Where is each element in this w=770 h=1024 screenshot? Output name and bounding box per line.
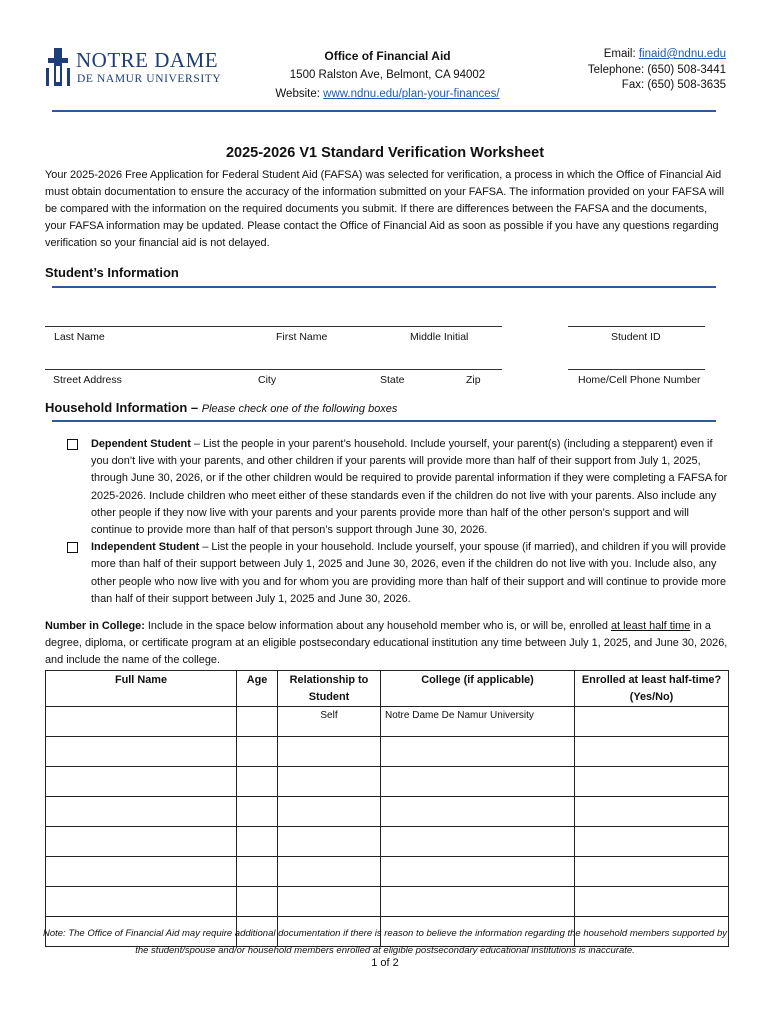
cell-age[interactable] [237,707,278,737]
fax: Fax: (650) 508-3635 [621,79,726,91]
household-note: Please check one of the following boxes [201,403,398,415]
website-label: Website: [275,88,320,100]
table-row [46,887,729,917]
dependent-text: – List the people in your parent’s household. Include yourself, your parent(s) (including a stepparent) even if you don’t live with your parents, and other children if your parents will provide more than half of their support from July 1, 2025, through June 30, 2026, or if the other children would be required to provide parental information if they were completing a FAFSA for 2025-2026. Include children who meet either of these standards even if the children do not live with your parents. Also include any other people if they now live with your parents and your parents provide more than half of the other person’s support and will continue to provide more than half of that person’s support through June 30, 2026. [91,438,728,537]
contact-block [555,47,726,94]
header-full-name: Full Name [46,671,237,707]
header-college: College (if applicable) [381,671,575,707]
logo-subtitle: DE NAMUR UNIVERSITY [77,73,222,85]
cell-full-name[interactable] [46,797,237,827]
college-paragraph [45,618,729,670]
office-block [250,47,525,104]
university-logo [44,46,234,94]
cell-college[interactable] [381,887,575,917]
last-name-label: Last Name [54,331,105,343]
cell-age[interactable] [237,767,278,797]
name-line[interactable] [45,326,502,327]
household-dash: – [187,400,202,415]
phone-label: Home/Cell Phone Number [578,374,701,386]
header-relationship: Relationship to Student [278,671,381,707]
college-text1: Include in the space below information about any household member who is, or will be, enrolled [144,620,611,632]
table-row [46,767,729,797]
cell-relationship[interactable] [278,737,381,767]
cell-enrolled[interactable] [575,737,729,767]
city-label: City [258,374,277,386]
student-info-heading: Student’s Information [45,265,179,280]
student-info-divider [52,286,716,288]
cell-full-name[interactable] [46,707,237,737]
independent-text: – List the people in your household. Include yourself, your spouse (if married), and children if you will provide more than half of their support between July 1, 2025 and June 30, 2026, even if the children do not live with you. Include also, any other people who now live with you and for whom you are providing more than half of their support and will continue to provide more than half of their support between July 1, 2025 and June 30, 2026. [91,541,727,605]
header-enrolled: Enrolled at least half-time? (Yes/No) [575,671,729,707]
dependent-option [67,436,729,539]
cell-enrolled[interactable] [575,797,729,827]
table-row [46,797,729,827]
cell-age[interactable] [237,737,278,767]
logo-title: NOTRE DAME [76,48,219,72]
college-lead: Number in College: [45,620,145,632]
college-underlined: at least half time [611,620,691,632]
office-address: 1500 Ralston Ave, Belmont, CA 94002 [289,69,486,81]
student-id-label: Student ID [611,331,661,343]
table-row [46,737,729,767]
cell-enrolled[interactable] [575,857,729,887]
page-title: 2025-2026 V1 Standard Verification Worksheet [225,145,545,161]
logo-mark-icon [44,46,72,88]
independent-checkbox[interactable] [67,542,78,553]
household-options [67,436,729,608]
cell-college[interactable]: Notre Dame De Namur University [381,707,575,737]
cell-full-name[interactable] [46,737,237,767]
header-age: Age [237,671,278,707]
cell-college[interactable] [381,737,575,767]
table-row [46,857,729,887]
household-table [45,670,729,947]
household-heading [45,400,397,415]
cell-college[interactable] [381,797,575,827]
cell-enrolled[interactable] [575,767,729,797]
phone-line[interactable] [568,369,705,370]
street-address-label: Street Address [53,374,122,386]
cell-relationship[interactable] [278,887,381,917]
first-name-label: First Name [276,331,328,343]
website-line [250,85,525,104]
intro-paragraph: Your 2025-2026 Free Application for Federal Student Aid (FAFSA) was selected for verification, a process in which the Office of Financial Aid must obtain documentation to ensure the accuracy of the information submitted on your FAFSA. The information provided on your FAFSA will be compared with the information on the required documents you submit. If there are differences between the FAFSA and the documents, your FAFSA information may be updated. Please contact the Office of Financial Aid as soon as possible if you have any questions regarding verification so your financial aid is not delayed. [45,169,724,249]
address-line[interactable] [45,369,502,370]
cell-relationship[interactable] [278,797,381,827]
cell-relationship[interactable]: Self [278,707,381,737]
student-id-line[interactable] [568,326,705,327]
independent-title: Independent Student [91,541,200,554]
cell-college[interactable] [381,857,575,887]
household-divider [52,420,716,422]
email-line [555,47,726,63]
state-label: State [380,374,405,386]
office-title: Office of Financial Aid [324,49,451,63]
email-label: Email: [603,48,636,60]
cell-age[interactable] [237,857,278,887]
header-divider [52,110,716,112]
independent-option [67,539,729,608]
email-link[interactable]: finaid@ndnu.edu [638,48,726,60]
cell-enrolled[interactable] [575,707,729,737]
table-header-row [46,671,729,707]
zip-label: Zip [466,374,481,386]
cell-relationship[interactable] [278,767,381,797]
table-row [46,827,729,857]
website-link[interactable]: www.ndnu.edu/plan-your-finances/ [323,88,500,100]
cell-full-name[interactable] [46,887,237,917]
cell-full-name[interactable] [46,857,237,887]
footnote: Note: The Office of Financial Aid may require additional documentation if there is reason to believe the information regarding the household members supported by the student/spouse and/or household members enrolled at eligible postsecondary educational institutions is inaccurate. [42,928,728,956]
telephone: Telephone: (650) 508-3441 [587,63,726,76]
cell-age[interactable] [237,797,278,827]
cell-college[interactable] [381,827,575,857]
cell-age[interactable] [237,887,278,917]
cell-enrolled[interactable] [575,887,729,917]
page-number: 1 of 2 [371,957,399,969]
cell-age[interactable] [237,827,278,857]
middle-initial-label: Middle Initial [410,331,469,343]
cell-full-name[interactable] [46,827,237,857]
cell-enrolled[interactable] [575,827,729,857]
cell-full-name[interactable] [46,767,237,797]
cell-relationship[interactable] [278,857,381,887]
college-text2: in a degree, diploma, or certificate program at an eligible postsecondary educational institution any time between July 1, 2025, and June 30, 2026, and include the name of the college. [45,620,728,667]
cell-college[interactable] [381,767,575,797]
table-row [46,707,729,737]
dependent-checkbox[interactable] [67,439,78,450]
cell-relationship[interactable] [278,827,381,857]
household-heading-text: Household Information [45,400,188,415]
dependent-title: Dependent Student [91,438,191,450]
